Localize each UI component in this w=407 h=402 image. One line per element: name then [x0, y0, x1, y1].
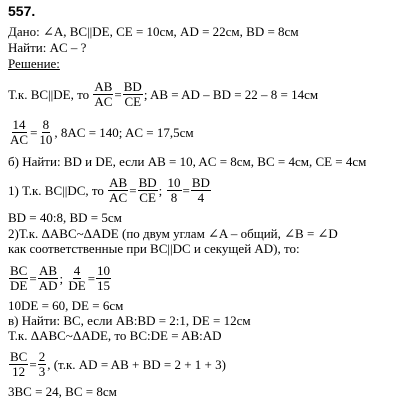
step-b4: $\frac{BC}{DE}$ = $\frac{AB}{AD}$ ; $\frac{4}{DE}$ = $\frac{10}{15}$: [10, 263, 111, 293]
step-text: Т.к. BC||DE, то: [8, 86, 90, 102]
fraction: $\frac{2}{3}$: [38, 349, 46, 379]
fraction: $\frac{AB}{AD}$: [38, 263, 58, 293]
step-b3b: как соответственные при BC||DC и секущей AD), то:: [8, 241, 300, 256]
fraction: $\frac{AB}{AC}$: [109, 175, 128, 205]
fraction-bd-ce: $\frac{BD}{CE}$: [123, 79, 142, 109]
step-c3: 3BC = 24, BC = 8см: [8, 384, 117, 399]
step-compute-ac: $\frac{14}{AC}$ = $\frac{8}{10}$ , 8AC = 140; AC = 17,5см: [10, 117, 194, 147]
fraction-8-10: $\frac{8}{10}$: [39, 117, 53, 147]
fraction: $\frac{10}{8}$: [167, 175, 181, 205]
fraction: $\frac{BC}{DE}$: [10, 263, 28, 293]
solution-heading: Решение:: [8, 56, 60, 71]
step-similarity-ratio: Т.к. BC||DE, то $\frac{AB}{AC}$ = $\frac{BD}{CE}$ ; AB = AD – BD = 22 – 8 = 14см: [8, 79, 319, 109]
task-c: в) Найти: BC, если AB:BD = 2:1, DE = 12см: [8, 313, 251, 328]
given-line: Дано: ∠A, BC||DE, CE = 10см, AD = 22см, BD = 8см: [8, 24, 299, 39]
step-b3a: 2)Т.к. ΔABC~ΔADE (по двум углам ∠A – общий, ∠B = ∠D: [8, 226, 338, 241]
fraction: $\frac{4}{DE}$: [68, 263, 86, 293]
step-b1: 1) Т.к. BC||DC, то $\frac{AB}{AC}$ = $\frac{BD}{CE}$ ; $\frac{10}{8}$ = $\frac{BD}{4}$: [8, 175, 210, 205]
fraction: $\frac{BD}{CE}$: [138, 175, 157, 205]
step-c2: $\frac{BC}{12}$ = $\frac{2}{3}$ , (т.к. AD = AB + BD = 2 + 1 + 3): [10, 349, 226, 379]
find-line: Найти: AC – ?: [8, 40, 87, 55]
fraction: $\frac{10}{15}$: [97, 263, 111, 293]
step-text: , 8AC = 140; AC = 17,5см: [54, 124, 194, 140]
step-text: , (т.к. AD = AB + BD = 2 + 1 + 3): [47, 356, 226, 372]
step-c1: Т.к. ΔABC~ΔADE, то BC:DE = AB:AD: [8, 328, 222, 343]
fraction-14-ac: $\frac{14}{AC}$: [10, 117, 29, 147]
step-b5: 10DE = 60, DE = 6см: [8, 298, 124, 313]
task-b: б) Найти: BD и DE, если AB = 10, AC = 8см, BC = 4см, CE = 4см: [8, 154, 367, 169]
step-text: ; AB = AD – BD = 22 – 8 = 14см: [143, 86, 319, 102]
fraction: $\frac{BD}{4}$: [191, 175, 210, 205]
fraction: $\frac{BC}{12}$: [10, 349, 28, 379]
problem-number: 557.: [8, 3, 36, 19]
step-text: 1) Т.к. BC||DC, то: [8, 182, 104, 198]
fraction-ab-ac: $\frac{AB}{AC}$: [94, 79, 113, 109]
step-b2: BD = 40:8, BD = 5см: [8, 210, 122, 225]
